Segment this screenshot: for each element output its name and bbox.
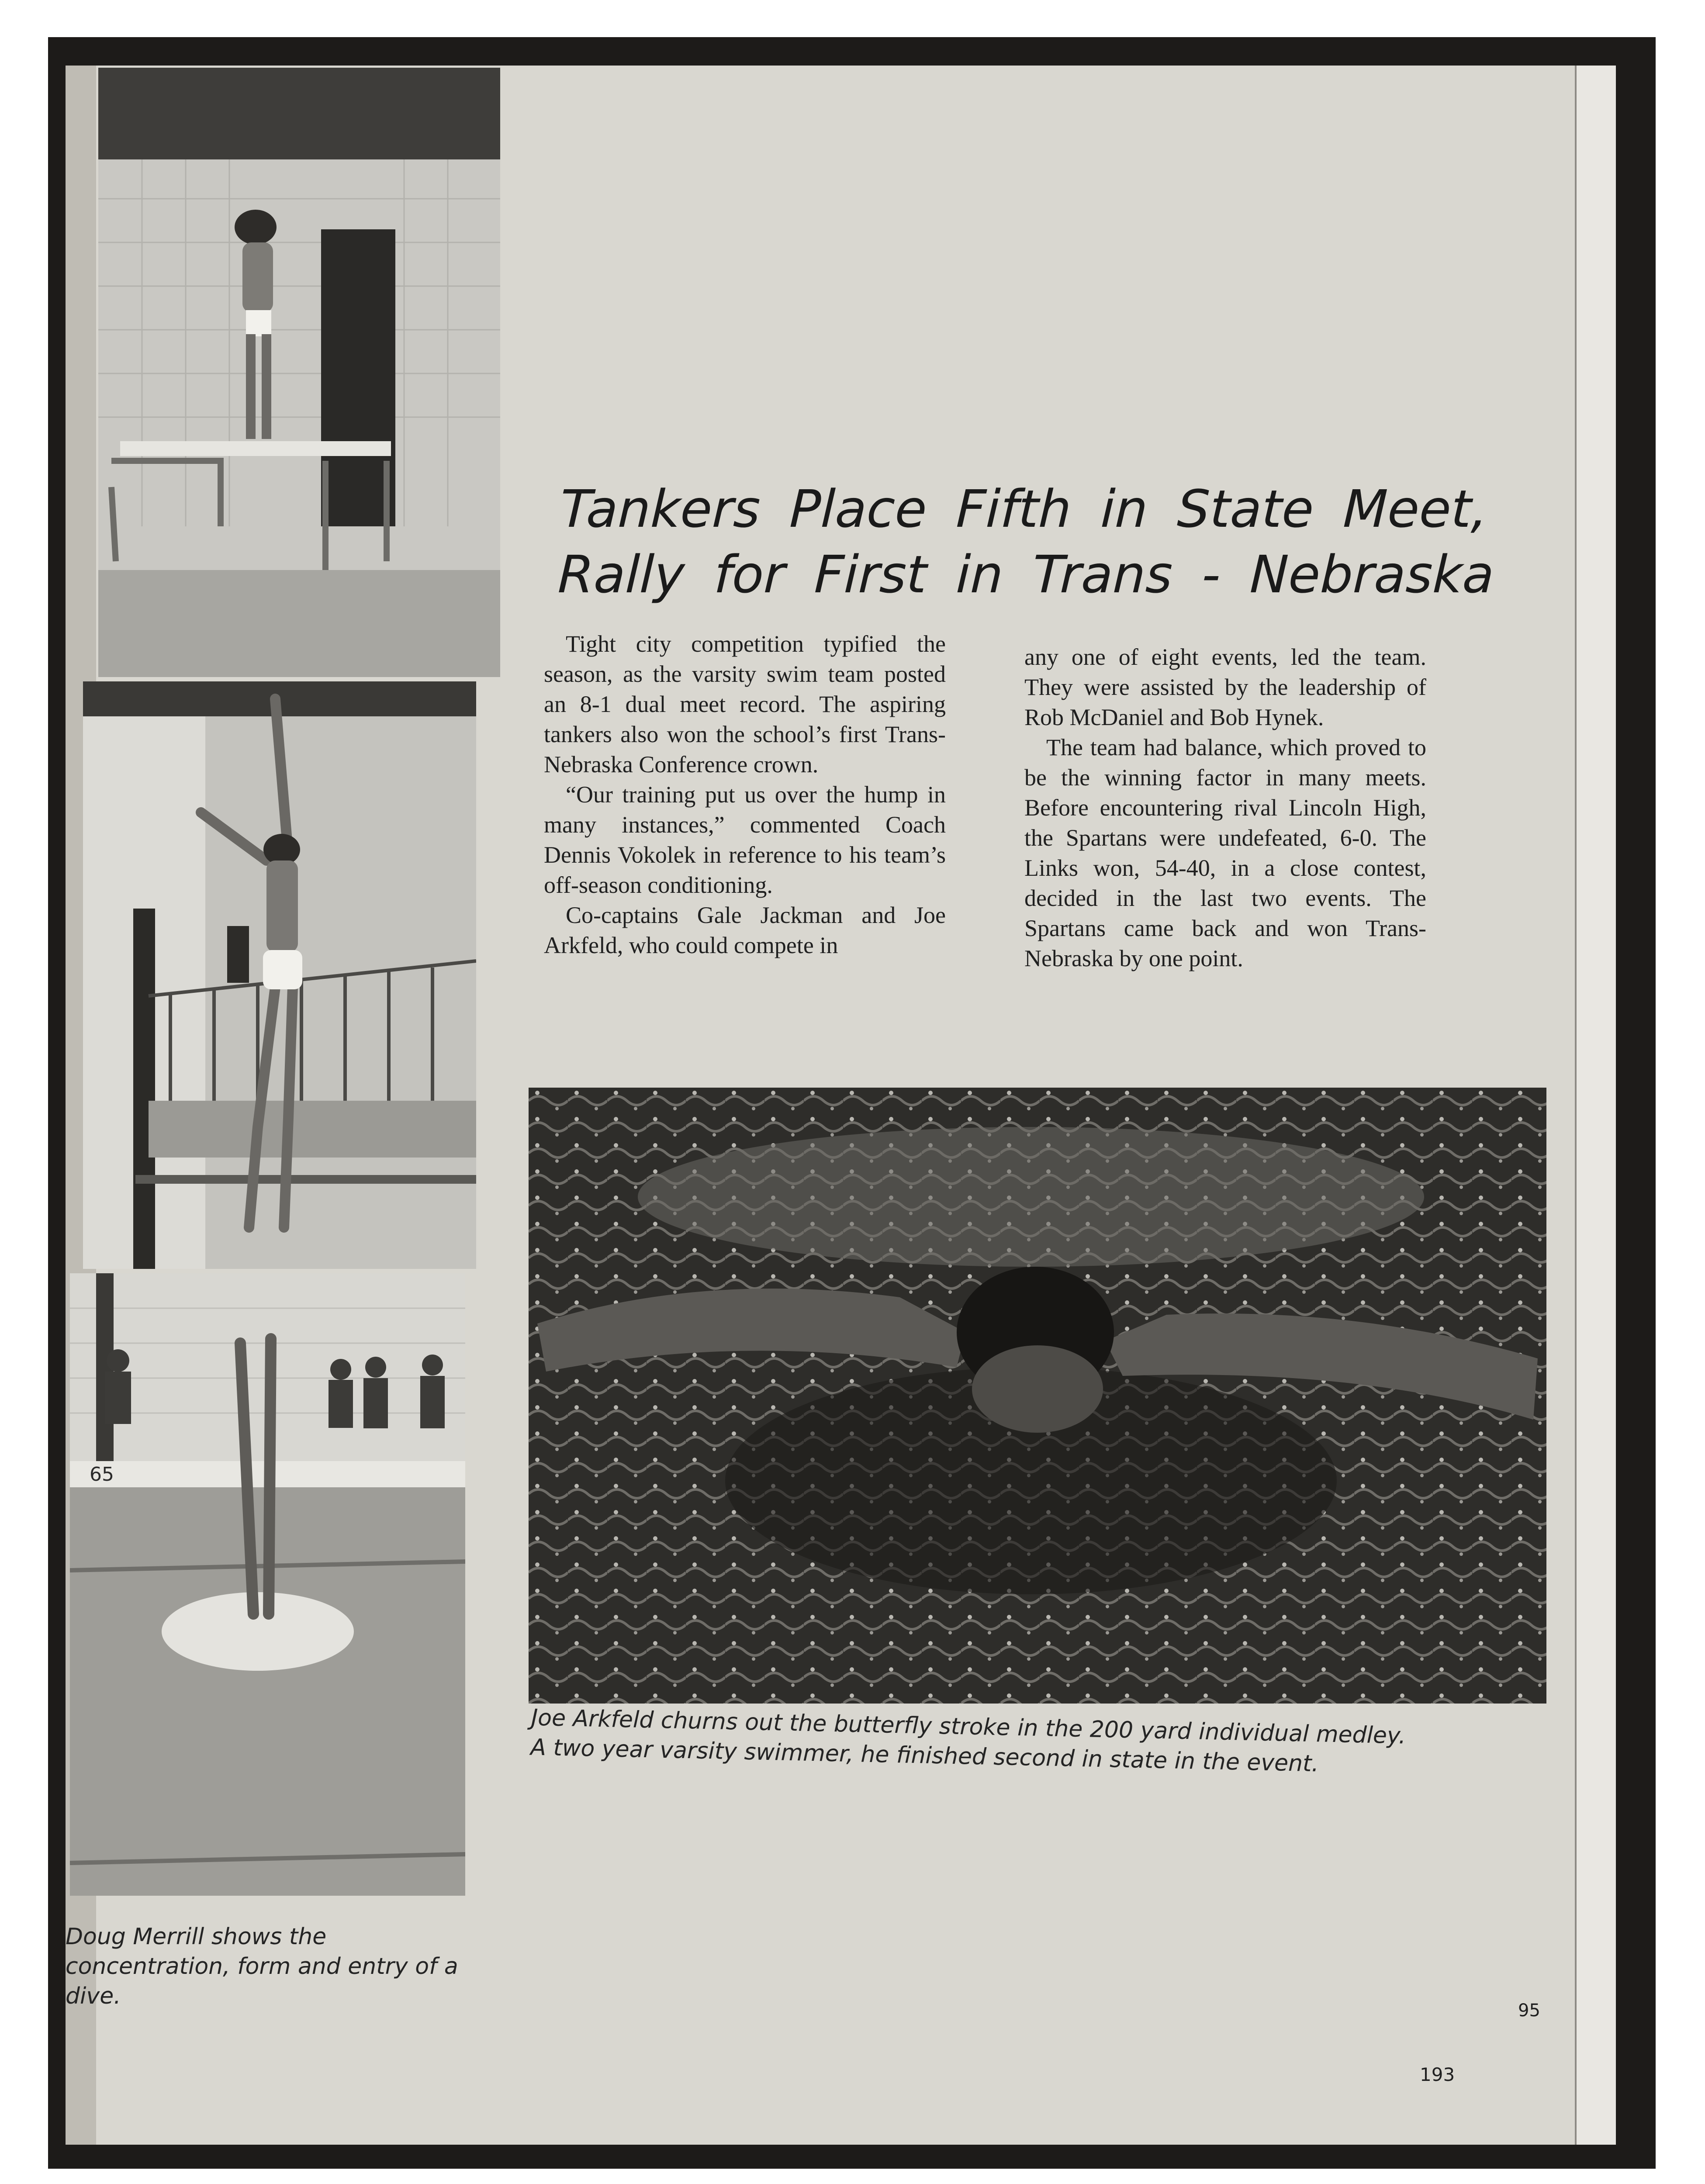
- photo-diver-mid-air: [83, 681, 476, 1269]
- headline-line-1: Tankers Place Fifth in State Meet,: [559, 479, 1489, 539]
- article-headline: [557, 476, 1495, 607]
- caption-butterfly: Joe Arkfeld churns out the butterfly stroke in the 200 yard individual medley. A two year varsity swimmer, he finished second in state in the event.: [530, 1704, 1406, 1777]
- next-page-number-fragment: 95: [1518, 2001, 1540, 2021]
- body-column-left: [544, 629, 946, 961]
- photo-dive-entry: [70, 1273, 465, 1896]
- body-paragraph: any one of eight events, led the team. They were assisted by the leadership of Rob McDaniel and Bob Hynek.: [1024, 644, 1426, 730]
- body-column-right: [1024, 642, 1426, 974]
- photo-butterfly-swimmer: [529, 1088, 1546, 1704]
- body-paragraph: Co-captains Gale Jackman and Joe Arkfeld, who could compete in: [544, 902, 946, 958]
- next-page-edge: [1575, 66, 1616, 2145]
- body-paragraph: Tight city competition typified the season, as the varsity swim team posted an 8-1 dual meet record. The aspiring tankers also won the school’s first Trans-Nebraska Conference crown.: [544, 631, 946, 778]
- page-number: 193: [1420, 2064, 1455, 2085]
- body-paragraph: The team had balance, which proved to be the winning factor in many meets. Before encountering rival Lincoln High, the Spartans were undefeated, 6-0. The Links won, 54-40, in a close contest, decided in the last two events. The Spartans came back and won Trans-Nebraska by one point.: [1024, 734, 1426, 971]
- photo-diver-on-board: [98, 68, 500, 677]
- headline-line-2: Rally for First in Trans - Nebraska: [557, 544, 1495, 605]
- body-paragraph: “Our training put us over the hump in many instances,” commented Coach Dennis Vokolek in reference to his team’s off-season conditioning.: [544, 781, 946, 898]
- pool-depth-marking: 65: [90, 1463, 114, 1486]
- caption-dive: Doug Merrill shows the concentration, form and entry of a dive.: [66, 1924, 458, 2009]
